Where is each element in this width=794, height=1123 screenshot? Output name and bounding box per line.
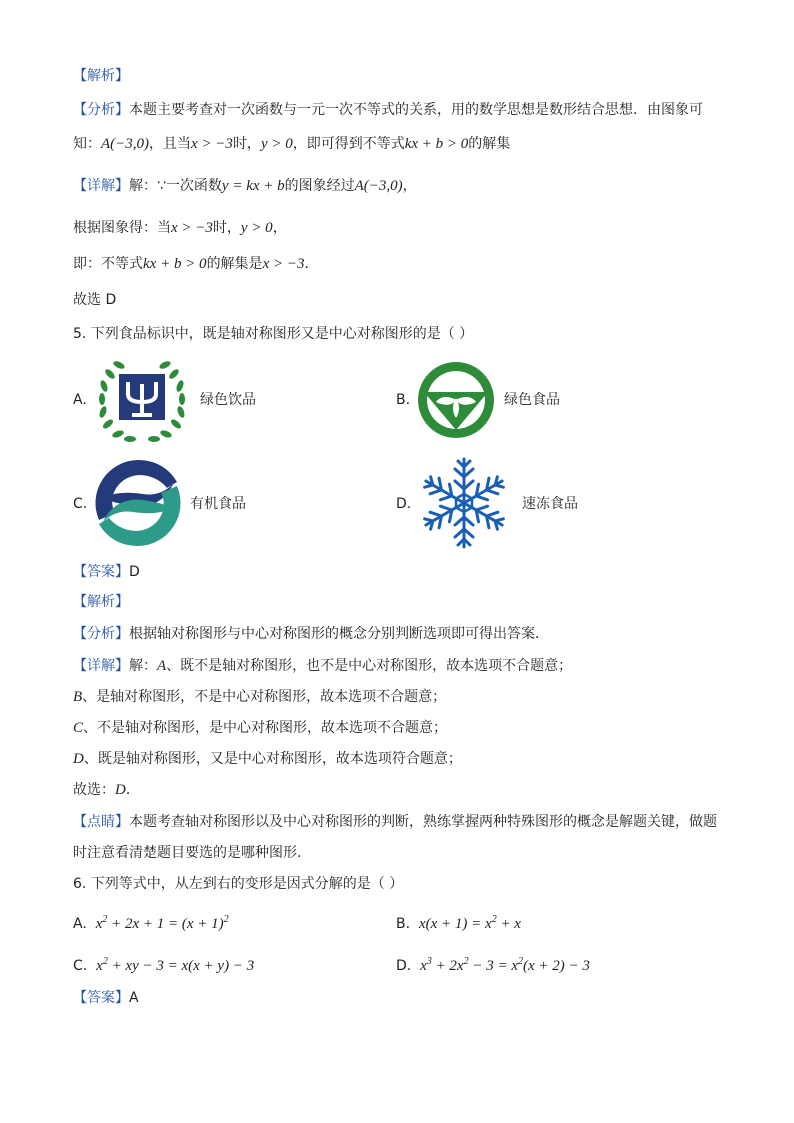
snowflake-icon bbox=[418, 456, 510, 550]
q5-option-d-label: D. bbox=[396, 496, 412, 512]
q5-detail-c: C、不是轴对称图形，是中心对称图形，故本选项不合题意； bbox=[73, 720, 448, 736]
q5-answer: 【答案】D bbox=[73, 564, 140, 580]
q4-detail-line3: 即：不等式kx + b > 0的解集是x > −3． bbox=[73, 256, 319, 272]
q6-stem: 6. 下列等式中，从左到右的变形是因式分解的是（ ） bbox=[73, 876, 404, 892]
q4-conclusion: 故选 D bbox=[73, 292, 117, 308]
q4-analysis-line1: 【分析】本题主要考查对一次函数与一元一次不等式的关系，用的数学思想是数形结合思想．由图象可 bbox=[73, 102, 703, 118]
q6-option-d-formula: $x^3 + 2x^2 - 3 = x^2(x + 2) - 3$ bbox=[420, 956, 590, 974]
q5-detail-a: 【详解】解：A、既不是轴对称图形，也不是中心对称图形，故本选项不合题意； bbox=[73, 658, 573, 674]
green-drink-logo bbox=[94, 354, 190, 448]
q5-option-d-caption: 速冻食品 bbox=[522, 496, 578, 512]
q5-option-a-label: A. bbox=[73, 392, 87, 408]
q4-analysis-line2: 知：A(−3,0)，且当x > −3时，y > 0，即可得到不等式kx + b > 0的解集 bbox=[73, 136, 511, 152]
q5-option-b-caption: 绿色食品 bbox=[504, 392, 560, 408]
green-food-logo bbox=[416, 360, 496, 444]
frozen-food-logo bbox=[418, 456, 510, 554]
q5-jiexi: 【解析】 bbox=[73, 594, 129, 610]
q6-option-b-formula: $x(x + 1) = x^2 + x$ bbox=[418, 914, 521, 932]
q4-detail-line1: 【详解】解：∵一次函数y = kx + b的图象经过A(−3,0)， bbox=[73, 178, 417, 194]
q5-option-b-label: B. bbox=[396, 392, 411, 408]
q6-option-d: D. $x^3 + 2x^2 - 3 = x^2(x + 2) - 3$ bbox=[396, 956, 590, 974]
q5-remark-line1: 【点睛】本题考查轴对称图形以及中心对称图形的判断，熟练掌握两种特殊图形的概念是解题关键，做题 bbox=[73, 814, 717, 830]
q6-option-c: C. $x^2$ + xy − 3 = x(x + y) − 3 bbox=[73, 956, 255, 974]
q6-answer: 【答案】A bbox=[73, 990, 139, 1006]
q5-option-c-caption: 有机食品 bbox=[190, 496, 246, 512]
q5-stem: 5. 下列食品标识中，既是轴对称图形又是中心对称图形的是（ ） bbox=[73, 326, 474, 342]
q5-option-a-caption: 绿色饮品 bbox=[200, 392, 256, 408]
q5-conclusion: 故选：D． bbox=[73, 782, 140, 798]
q4-detail-line2: 根据图象得：当x > −3时，y > 0， bbox=[73, 220, 287, 236]
q6-option-a: A. $x^2 + 2x + 1 = (x + 1)^2$ bbox=[73, 914, 229, 932]
q6-option-c-formula: $x^2$ + xy − 3 = x(x + y) − 3 bbox=[96, 956, 255, 974]
section-jiexi: 【解析】 bbox=[73, 68, 129, 84]
q6-option-b: B. $x(x + 1) = x^2 + x$ bbox=[396, 914, 521, 932]
q5-remark-line2: 时注意看清楚题目要选的是哪种图形. bbox=[73, 845, 302, 861]
q5-analysis: 【分析】根据轴对称图形与中心对称图形的概念分别判断选项即可得出答案． bbox=[73, 626, 549, 642]
q5-option-c-label: C. bbox=[73, 496, 88, 512]
q5-detail-b: B、是轴对称图形，不是中心对称图形，故本选项不合题意； bbox=[73, 689, 447, 705]
organic-food-logo bbox=[93, 458, 183, 552]
q6-option-a-formula: $x^2 + 2x + 1 = (x + 1)^2$ bbox=[95, 914, 229, 932]
q5-detail-d: D、既是轴对称图形，又是中心对称图形，故本选项符合题意； bbox=[73, 751, 462, 767]
